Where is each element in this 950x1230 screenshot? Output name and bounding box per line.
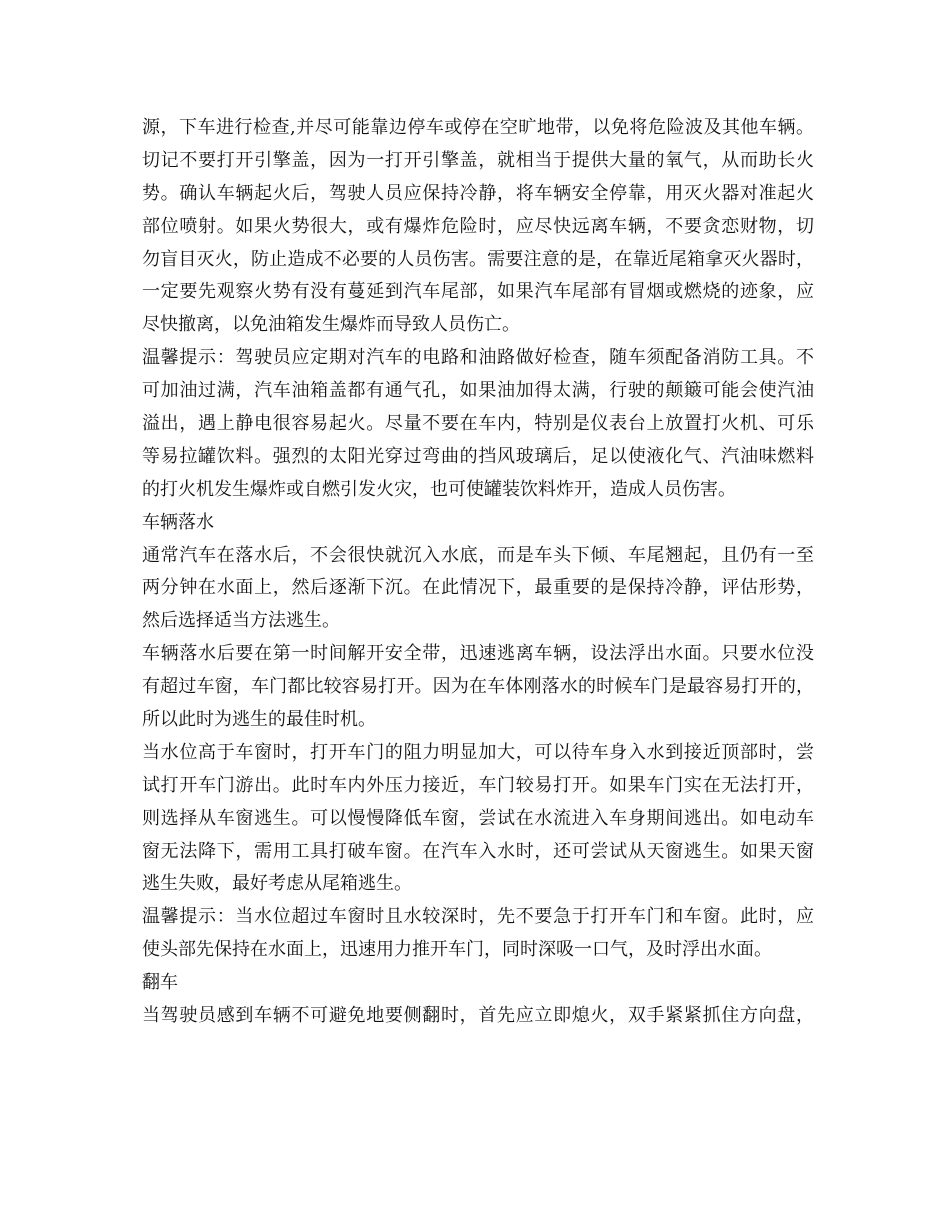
text-line: 窗无法降下，需用工具打破车窗。在汽车入水时，还可尝试从天窗逃生。如果天窗: [142, 840, 814, 862]
text-line: 可加油过满，汽车油箱盖都有通气孔，如果油加得太满，行驶的颠簸可能会使汽油: [142, 380, 814, 402]
text-line: 通常汽车在落水后，不会很快就沉入水底，而是车头下倾、车尾翘起，且仍有一至: [142, 544, 814, 566]
text-line: 翻车: [142, 972, 178, 994]
text-line: 逃生失败，最好考虑从尾箱逃生。: [142, 873, 412, 895]
text-line: 试打开车门游出。此时车内外压力接近，车门较易打开。如果车门实在无法打开，: [142, 774, 814, 796]
text-line: 温馨提示：驾驶员应定期对汽车的电路和油路做好检查，随车须配备消防工具。不: [142, 347, 814, 369]
text-line: 所以此时为逃生的最佳时机。: [142, 709, 376, 731]
text-line: 车辆落水后要在第一时间解开安全带，迅速逃离车辆，设法浮出水面。只要水位没: [142, 643, 814, 665]
document-body: [142, 112, 814, 1033]
text-line: 然后选择适当方法逃生。: [142, 610, 340, 632]
text-line: 部位喷射。如果火势很大，或有爆炸危险时，应尽快远离车辆，不要贪恋财物，切: [142, 215, 814, 237]
text-line: 的打火机发生爆炸或自燃引发火灾，也可使罐装饮料炸开，造成人员伤害。: [142, 478, 736, 500]
text-line: 一定要先观察火势有没有蔓延到汽车尾部，如果汽车尾部有冒烟或燃烧的迹象，应: [142, 281, 814, 303]
text-line: 勿盲目灭火，防止造成不必要的人员伤害。需要注意的是，在靠近尾箱拿灭火器时，: [142, 248, 814, 270]
text-line: 车辆落水: [142, 511, 214, 533]
text-line: 等易拉罐饮料。强烈的太阳光穿过弯曲的挡风玻璃后，足以使液化气、汽油味燃料: [142, 445, 814, 467]
text-line: 当驾驶员感到车辆不可避免地要侧翻时，首先应立即熄火，双手紧紧抓住方向盘，: [142, 1005, 814, 1027]
text-line: 使头部先保持在水面上，迅速用力推开车门，同时深吸一口气，及时浮出水面。: [142, 939, 772, 961]
text-line: 溢出，遇上静电很容易起火。尽量不要在车内，特别是仪表台上放置打火机、可乐: [142, 413, 814, 435]
text-line: 尽快撤离，以免油箱发生爆炸而导致人员伤亡。: [142, 314, 520, 336]
text-line: 切记不要打开引擎盖，因为一打开引擎盖，就相当于提供大量的氧气，从而助长火: [142, 149, 814, 171]
text-line: 当水位高于车窗时，打开车门的阻力明显加大，可以待车身入水到接近顶部时，尝: [142, 741, 814, 763]
text-line: 源，下车进行检查,并尽可能靠边停车或停在空旷地带，以免将危险波及其他车辆。: [142, 117, 814, 138]
text-line: 有超过车窗，车门都比较容易打开。因为在车体刚落水的时候车门是最容易打开的，: [142, 676, 814, 698]
text-line: 两分钟在水面上，然后逐渐下沉。在此情况下，最重要的是保持冷静，评估形势，: [142, 577, 814, 599]
text-line: 温馨提示：当水位超过车窗时且水较深时，先不要急于打开车门和车窗。此时，应: [142, 906, 814, 928]
text-line: 则选择从车窗逃生。可以慢慢降低车窗，尝试在水流进入车身期间逃出。如电动车: [142, 807, 814, 829]
text-line: 势。确认车辆起火后，驾驶人员应保持冷静，将车辆安全停靠，用灭火器对准起火: [142, 182, 814, 204]
